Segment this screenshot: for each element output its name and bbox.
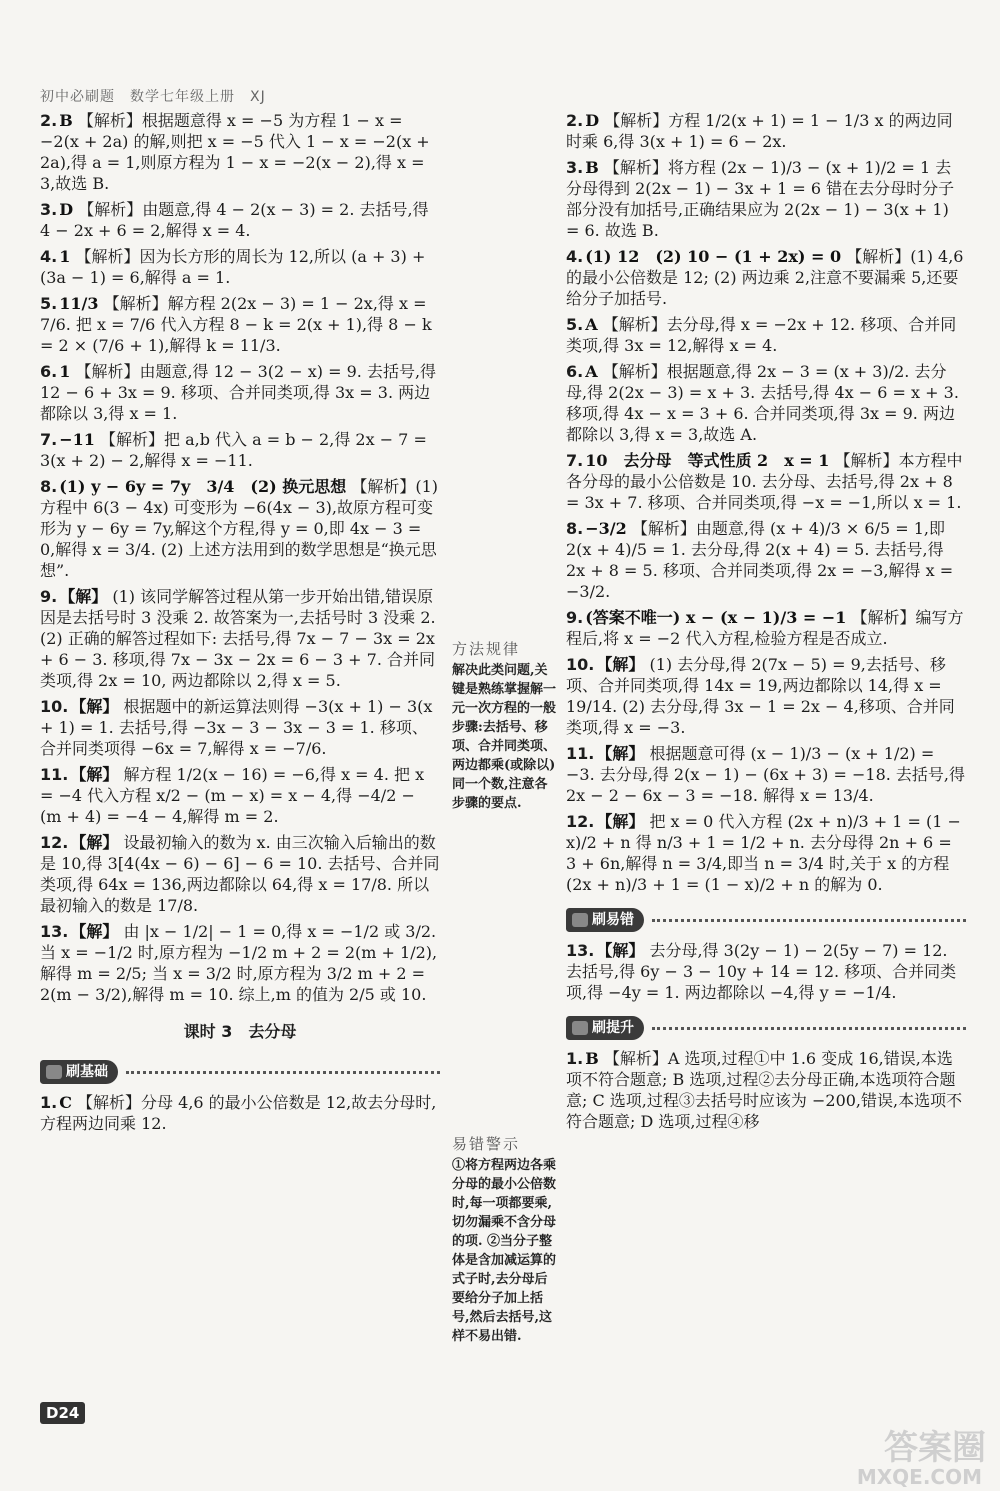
badge-up [566,1016,644,1040]
answer-key: B [59,111,73,130]
answer-explanation: 【解析】把 a,b 代入 a = b − 2,得 2x − 7 = 3(x + 2) − 2,解得 x = −11. [40,430,427,470]
dotted-divider [126,1071,440,1074]
tip-error-text: ①将方程两边各乘分母的最小公倍数时,每一项都要乘,切勿漏乘不含分母的项. ②当分子整体是含加减运算的式子时,去分母后要给分子加上括号,然后去括号,这样不易出错. [452,1158,557,1344]
question-number: 13. [566,941,595,960]
answer-key: D [585,111,600,130]
badge-up-row [566,1008,966,1048]
answer-key: C [59,1093,72,1112]
answer-key: B [585,158,599,177]
answer-explanation: 【解析】本方程中各分母的最小公倍数是 10. 去分母、去括号,得 2x + 8 = 3x + 7. 移项、合并同类项,得 −x = −1,所以 x = 1. [566,451,963,512]
answer-explanation: 【解析】(1) 方程中 6(3 − 4x) 可变形为 −6(4x − 3),故原方程可变形为 y − 6y = 7y,解这个方程,得 y = 0,即 4x − 3 = 0,解得 x = 3/4. (2) 上述方法用到的数学思想是“换元思想”. [40,477,439,580]
answer-key: A [585,362,598,381]
answer-entry [566,361,966,445]
badge-up-label: 刷提升 [592,1019,634,1036]
question-number: 11. [566,744,595,763]
question-number: 7. [40,430,58,449]
answer-entry [566,743,966,806]
answer-entry [40,110,440,194]
question-number: 6. [40,362,58,381]
answer-explanation: 【解析】由题意,得 12 − 3(2 − x) = 9. 去括号,得 12 − 6 + 3x = 9. 移项、合并同类项,得 3x = 3. 两边都除以 3,得 x = 1. [40,362,437,423]
question-number: 11. [40,765,69,784]
answer-explanation: 【解析】分母 4,6 的最小公倍数是 12,故去分母时,方程两边同乘 12. [40,1093,437,1133]
answer-explanation: (1) 去分母,得 2(7x − 5) = 9,去括号、移项、合并同类项,得 14x = 19,两边都除以 14,得 x = 19/14. (2) 去分母,得 3x − 1 = 2x − 4,移项、合并同类项,得 x = −3. [566,655,955,737]
answer-explanation: 解方程 1/2(x − 16) = −6,得 x = 4. 把 x = −4 代入方程 x/2 − (m − x) = x − 4,得 −4/2 − (m + 4) = −4 − 4,解得 m = 2. [40,765,425,826]
question-number: 10. [40,697,69,716]
answer-key: 【解】 [596,744,645,763]
answer-explanation: 根据题意可得 (x − 1)/3 − (x + 1/2) = −3. 去分母,得 2(x − 1) − (6x + 3) = −18. 去括号,得 2x − 2 − 6x − 3 = −18. 解得 x = 13/4. [566,744,966,805]
answer-explanation: 【解析】根据题意,得 2x − 3 = (x + 3)/2. 去分母,得 2(2x − 3) = x + 3. 去括号,得 4x − 6 = x + 3. 移项,得 4x − x = 3 + 6. 合并同类项,得 3x = 9. 两边都除以 3,得 x = 3,故选 A. [566,362,959,444]
answer-key: 1 [59,247,71,266]
badge-basic [40,1060,118,1084]
left-column [40,110,440,1139]
question-number: 3. [566,158,584,177]
answer-entry [566,518,966,602]
answer-entry [566,940,966,1003]
answer-entry [40,293,440,356]
answer-entry [566,654,966,738]
question-number: 2. [566,111,584,130]
tip-method-title: 方法规律 [452,640,521,658]
answer-key: 【解】 [59,587,108,606]
tip-error-title: 易错警示 [452,1135,521,1153]
answer-key: (1) 12 (2) 10 − (1 + 2x) = 0 [585,247,842,266]
answer-key: 10 去分母 等式性质 2 x = 1 [585,451,830,470]
watermark-logo: 答案圈 [884,1428,986,1468]
answer-key: (1) y − 6y = 7y 3/4 (2) 换元思想 [59,477,347,496]
answer-explanation: 【解析】去分母,得 x = −2x + 12. 移项、合并同类项,得 3x = 12,解得 x = 4. [566,315,957,355]
tip-error [452,1135,557,1346]
answer-explanation: 【解析】将方程 (2x − 1)/3 − (x + 1)/2 = 1 去分母得到 2(2x − 1) − 3x + 1 = 6 错在去分母时分子部分没有加括号,正确结果应为 2(2x − 1) − 3(x + 1) = 6. 故选 B. [566,158,955,240]
dotted-divider [652,919,966,922]
question-number: 9. [40,587,58,606]
answer-key: −11 [59,430,95,449]
answer-entry [566,314,966,356]
answer-entry [40,764,440,827]
question-number: 5. [566,315,584,334]
answer-entry [566,450,966,513]
badge-error-row [566,900,966,940]
calculator-icon [46,1065,62,1079]
answer-key: 【解】 [596,655,645,674]
badge-error-label: 刷易错 [592,911,634,928]
watermark-url: MXQE.COM [856,1465,982,1489]
answer-entry [566,157,966,241]
answer-entry [566,246,966,309]
answer-entry [40,429,440,471]
answer-explanation: 【解析】根据题意得 x = −5 为方程 1 − x = −2(x + 2a) 的解,则把 x = −5 代入 1 − x = −2(x + 2a),得 a = 1,则原方程为 1 − x = −2(x − 2),得 x = 3,故选 B. [40,111,430,193]
tip-method-text: 解决此类问题,关键是熟练掌握解一元一次方程的一般步骤:去括号、移项、合并同类项、两边都乘(或除以)同一个数,注意各步骤的要点. [452,663,557,811]
question-number: 13. [40,922,69,941]
answer-key: (答案不唯一) x − (x − 1)/3 = −1 [585,608,847,627]
answer-explanation: 【解析】因为长方形的周长为 12,所以 (a + 3) + (3a − 1) = 6,解得 a = 1. [40,247,426,287]
tip-method [452,640,557,813]
answer-entry [566,1048,966,1132]
answer-key: 【解】 [596,941,645,960]
answer-key: 【解】 [70,833,119,852]
answer-entry [566,811,966,895]
question-number: 8. [566,519,584,538]
answer-explanation: 由 |x − 1/2| − 1 = 0,得 x = −1/2 或 3/2. 当 x = −1/2 时,原方程为 −1/2 m + 2 = 2(m + 1/2),解得 m = 2/5; 当 x = 3/2 时,原方程为 3/2 m + 2 = 2(m − 3/2),解得 m = 10. 综上,m 的值为 2/5 或 10. [40,922,438,1004]
question-number: 6. [566,362,584,381]
answer-key: 【解】 [70,697,119,716]
question-number: 4. [566,247,584,266]
question-number: 5. [40,294,58,313]
dotted-divider [652,1027,966,1030]
answer-explanation: 【解析】编写方程后,将 x = −2 代入方程,检验方程是否成立. [566,608,964,648]
answer-explanation: 设最初输入的数为 x. 由三次输入后输出的数是 10,得 3[4(4x − 6) − 6] − 6 = 10. 去括号、合并同类项,得 64x = 136,两边都除以 64,得 x = 17/8. 所以最初输入的数是 17/8. [40,833,440,915]
question-number: 7. [566,451,584,470]
answer-key: B [585,1049,599,1068]
answer-explanation: 【解析】解方程 2(2x − 3) = 1 − 2x,得 x = 7/6. 把 x = 7/6 代入方程 8 − k = 2(x + 1),得 8 − k = 2 × (7/6 + 1),解得 k = 11/3. [40,294,432,355]
right-column [566,110,966,1137]
answer-explanation: 【解析】(1) 4,6 的最小公倍数是 12; (2) 两边乘 2,注意不要漏乘 5,还要给分子加括号. [566,247,964,308]
badge-basic-label: 刷基础 [66,1063,108,1080]
answer-entry [40,361,440,424]
question-number: 10. [566,655,595,674]
page-number: D24 [40,1402,85,1424]
answer-key: 【解】 [70,765,119,784]
answer-key: −3/2 [585,519,627,538]
answer-entry [40,586,440,691]
badge-error [566,908,644,932]
answer-entry [40,832,440,916]
answer-key: D [59,200,74,219]
answer-entry [40,1092,440,1134]
answer-explanation: 【解析】方程 1/2(x + 1) = 1 − 1/3 x 的两边同时乘 6,得 3(x + 1) = 6 − 2x. [566,111,953,151]
answer-explanation: 把 x = 0 代入方程 (2x + n)/3 + 1 = (1 − x)/2 + n 得 n/3 + 1 = 1/2 + n. 去分母得 2n + 6 = 3 + 6n,解得 n = 3/4,即当 n = 3/4 时,关于 x 的方程 (2x + n)/3 + 1 = (1 − x)/2 + n 的解为 0. [566,812,961,894]
answer-explanation: 【解析】A 选项,过程①中 1.6 变成 16,错误,本选项不符合题意; B 选项,过程②去分母正确,本选项符合题意; C 选项,过程③去括号时应该为 −200,错误,本选项不符合题意; D 选项,过程④移 [566,1049,963,1131]
answer-entry [40,199,440,241]
question-number: 4. [40,247,58,266]
answer-entry [40,476,440,581]
page-header: 初中必刷题 数学七年级上册 XJ [40,89,266,105]
question-number: 1. [566,1049,584,1068]
answer-key: 【解】 [70,922,119,941]
question-number: 12. [566,812,595,831]
answer-entry [566,110,966,152]
calculator-icon [572,913,588,927]
answer-entry [40,921,440,1005]
question-number: 3. [40,200,58,219]
answer-key: A [585,315,598,334]
question-number: 9. [566,608,584,627]
answer-explanation: 去分母,得 3(2y − 1) − 2(5y − 7) = 12. 去括号,得 6y − 3 − 10y + 14 = 12. 移项、合并同类项,得 −4y = 1. 两边都除以 −4,得 y = −1/4. [566,941,957,1002]
answer-explanation: 【解析】由题意,得 4 − 2(x − 3) = 2. 去括号,得 4 − 2x + 6 = 2,解得 x = 4. [40,200,429,240]
lesson-title: 课时 3 去分母 [183,1022,297,1041]
question-number: 1. [40,1093,58,1112]
answer-entry [40,696,440,759]
answer-explanation: 【解析】由题意,得 (x + 4)/3 × 6/5 = 1,即 2(x + 4)/5 = 1. 去分母,得 2(x + 4) = 5. 去括号,得 2x + 8 = 5. 移项、合并同类项,得 2x = −3,解得 x = −3/2. [566,519,954,601]
answer-entry [40,246,440,288]
answer-explanation: (1) 该同学解答过程从第一步开始出错,错误原因是去括号时 3 没乘 2. 故答案为一,去括号时 3 没乘 2. (2) 正确的解答过程如下: 去括号,得 7x − 7 − 3x = 2x + 6 − 3. 移项,得 7x − 3x − 2x = 6 − 3 + 7. 合并同类项,得 2x = 10, 两边都除以 2,得 x = 5. [40,587,436,690]
answer-key: 【解】 [596,812,645,831]
calculator-icon [572,1021,588,1035]
answer-key: 1 [59,362,71,381]
badge-basic-row [40,1052,440,1092]
answer-key: 11/3 [59,294,99,313]
question-number: 2. [40,111,58,130]
question-number: 12. [40,833,69,852]
answer-explanation: 根据题中的新运算法则得 −3(x + 1) − 3(x + 1) = 1. 去括号,得 −3x − 3 − 3x − 3 = 1. 移项、合并同类项得 −6x = 7,解得 x = −7/6. [40,697,433,758]
answer-entry [566,607,966,649]
question-number: 8. [40,477,58,496]
